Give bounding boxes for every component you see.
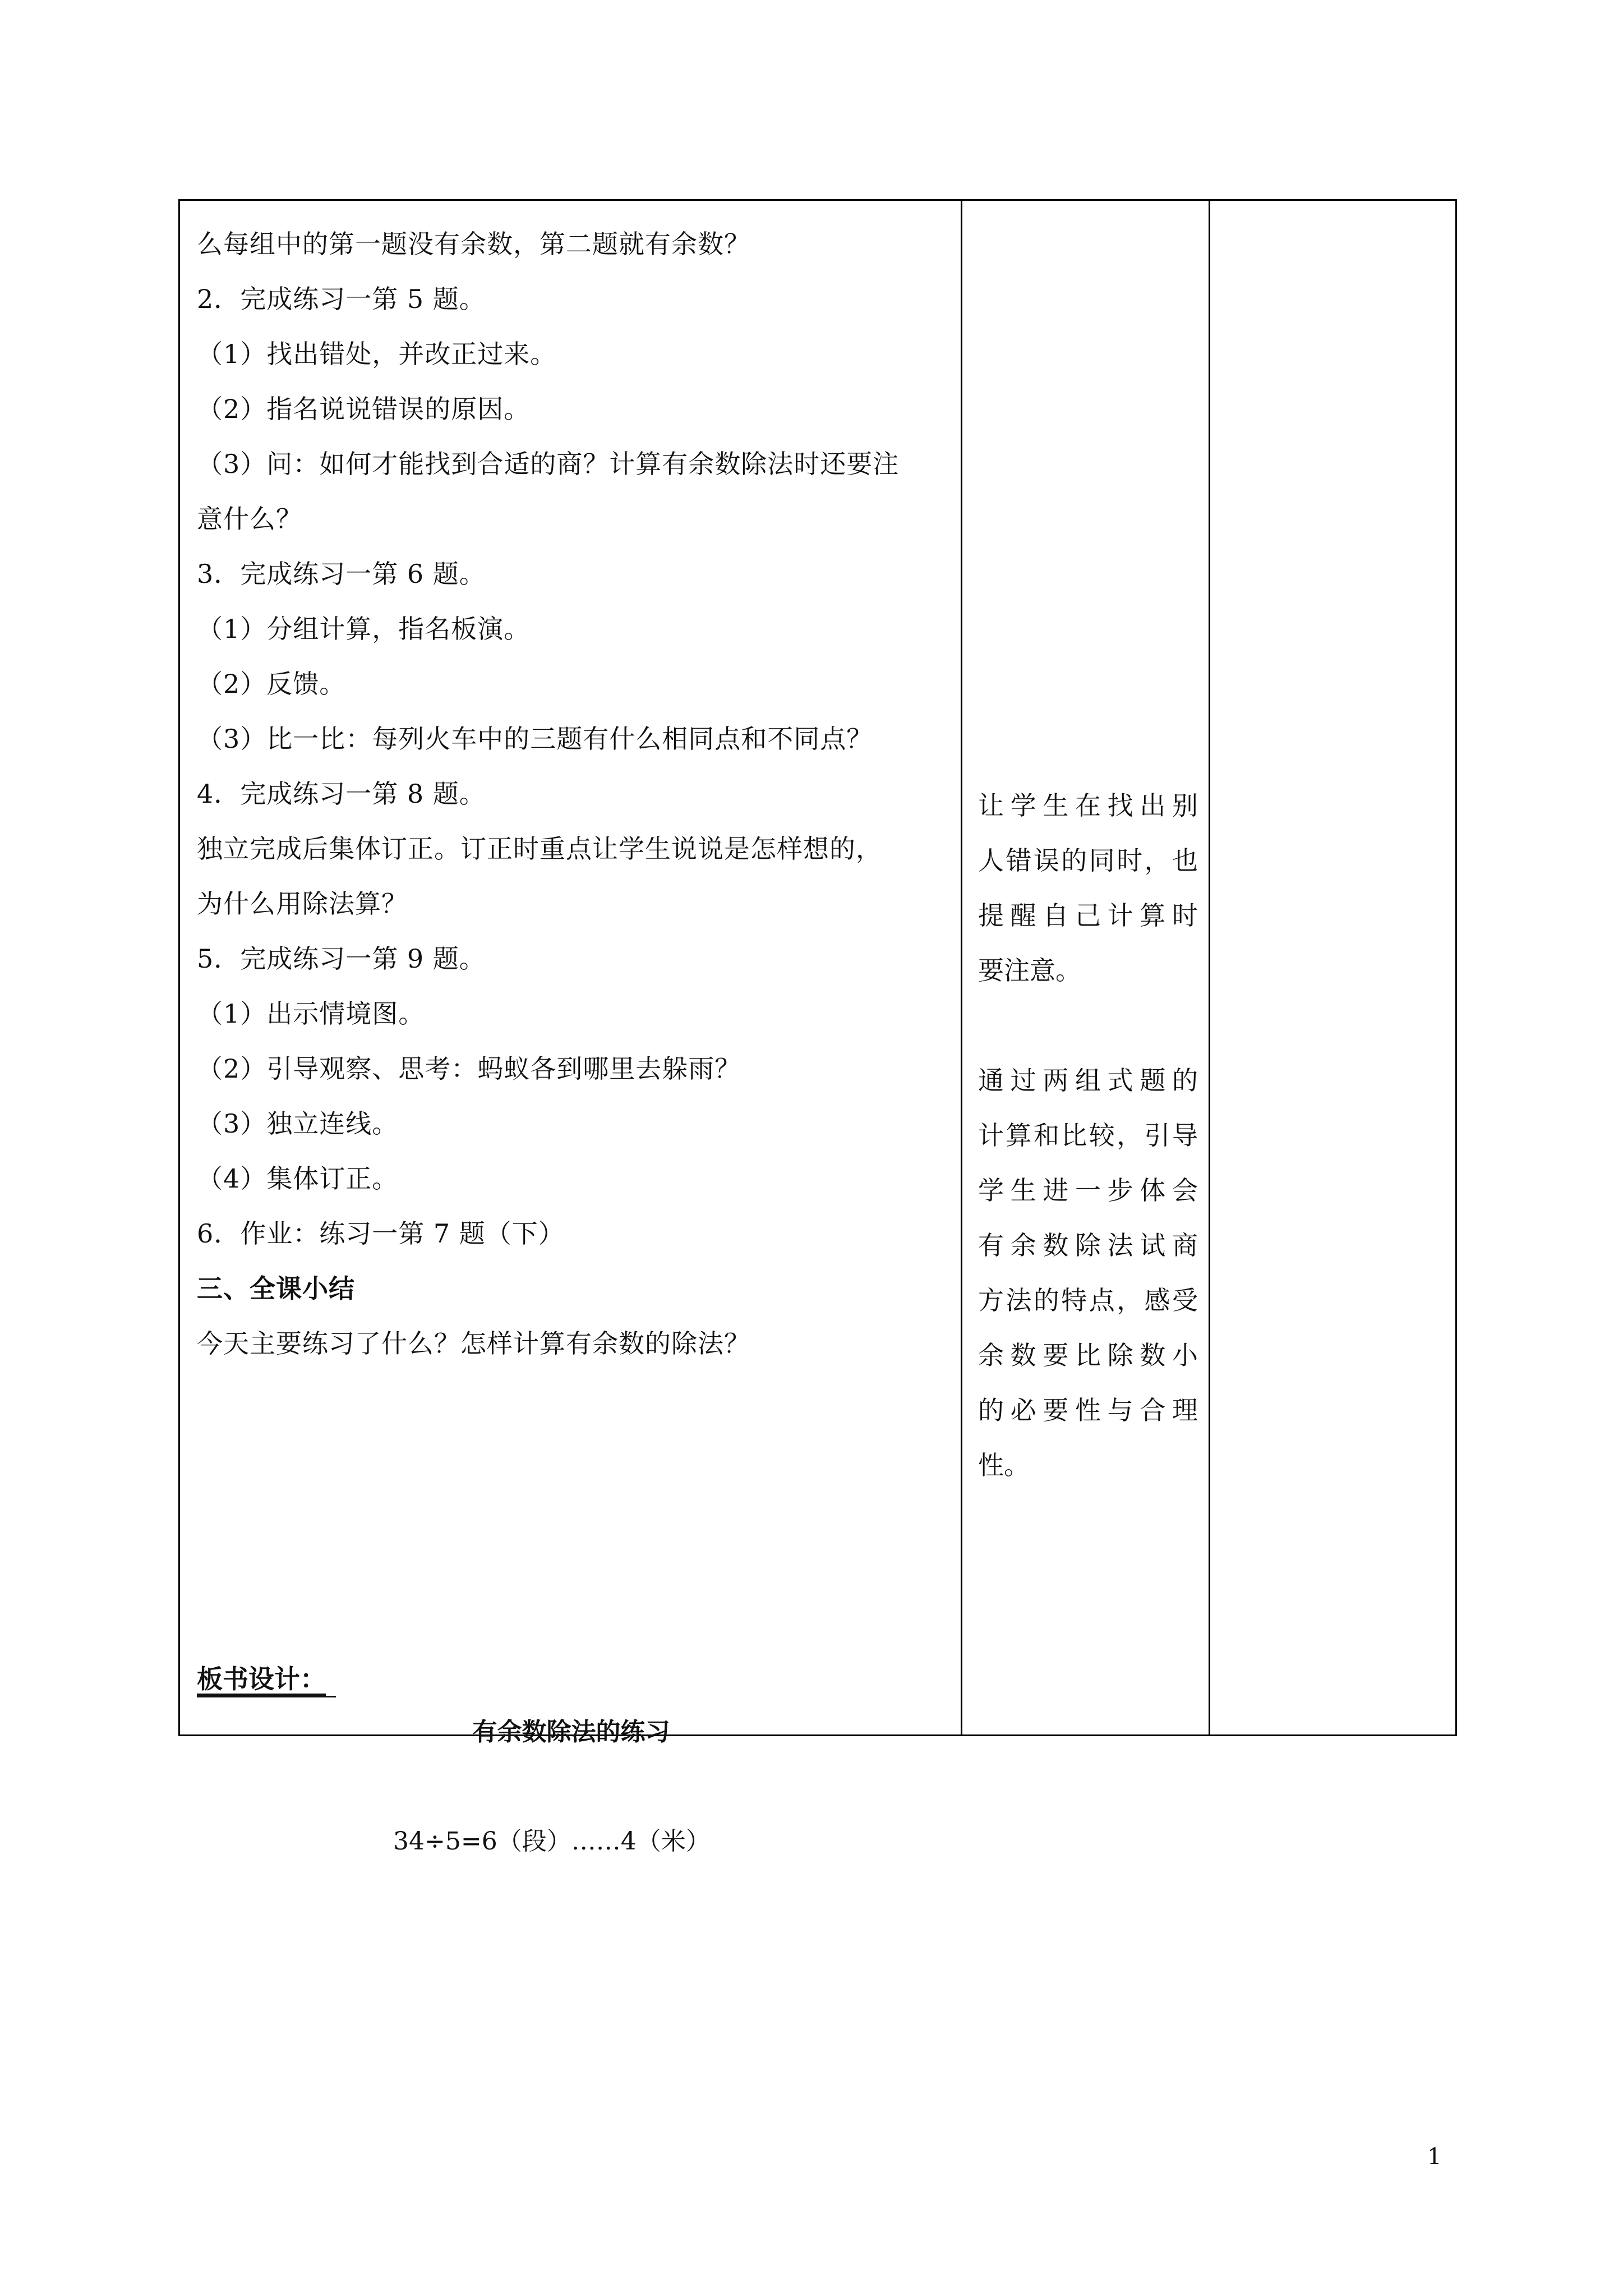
- text-line: 今天主要练习了什么？怎样计算有余数的除法？: [197, 1328, 750, 1359]
- text-line: （1）出示情境图。: [197, 999, 425, 1029]
- design-intent-column: [962, 201, 1210, 1734]
- section-heading: 三、全课小结: [197, 1273, 355, 1304]
- lesson-table: [178, 199, 1457, 1856]
- board-design-equation: 34÷5=6（段）……4（米）: [393, 1827, 711, 1856]
- text-line: （2）指名说说错误的原因。: [197, 394, 531, 424]
- note-line: 人 错 误 的 同 时 ， 也: [978, 845, 1198, 876]
- text-line: （2）引导观察、思考：蚂蚁各到哪里去躲雨？: [197, 1053, 741, 1084]
- text-line: 2．完成练习一第 5 题。: [197, 284, 486, 314]
- text-line: （3）问：如何才能找到合适的商？计算有余数除法时还要注: [197, 449, 900, 479]
- note-line: 的 必 要 性 与 合 理: [978, 1395, 1198, 1425]
- reflection-column: [1210, 201, 1455, 1734]
- text-line: 意什么？: [197, 504, 302, 534]
- text-line: 为什么用除法算？: [197, 889, 408, 919]
- board-design-heading: 板书设计：: [197, 1662, 336, 1697]
- text-line: （1）分组计算，指名板演。: [197, 614, 531, 644]
- note-gap: [978, 998, 1198, 1053]
- text-line: 4．完成练习一第 8 题。: [197, 779, 486, 809]
- note-line: 性。: [978, 1450, 1030, 1480]
- text-line: 独立完成后集体订正。订正时重点让学生说说是怎样想的，: [197, 834, 882, 864]
- note-line: 通 过 两 组 式 题 的: [978, 1065, 1198, 1096]
- note-line: 方 法 的 特 点 ， 感 受: [978, 1285, 1198, 1315]
- note-line: 学 生 进 一 步 体 会: [978, 1175, 1198, 1205]
- text-line: （3）比一比：每列火车中的三题有什么相同点和不同点？: [197, 724, 873, 754]
- design-intent-notes: [978, 778, 1198, 1493]
- note-line: 有 余 数 除 法 试 商: [978, 1230, 1198, 1260]
- text-line: （2）反馈。: [197, 669, 346, 699]
- text-line: 6．作业：练习一第 7 题（下）: [197, 1218, 565, 1249]
- text-line: （3）独立连线。: [197, 1108, 399, 1139]
- note-line: 提 醒 自 己 计 算 时: [978, 900, 1198, 931]
- text-line: 么每组中的第一题没有余数，第二题就有余数？: [197, 229, 750, 259]
- note-line: 让 学 生 在 找 出 别: [978, 790, 1198, 821]
- text-line: 5．完成练习一第 9 题。: [197, 944, 486, 974]
- teaching-process-column: [180, 201, 962, 1856]
- teaching-process-text: [197, 217, 949, 1371]
- text-line: （1）找出错处，并改正过来。: [197, 339, 557, 369]
- board-design-title: 有余数除法的练习: [472, 1718, 670, 1746]
- page-number: 1: [1427, 2144, 1442, 2170]
- design-note-2: [978, 1053, 1198, 1493]
- design-note-1: [978, 778, 1198, 998]
- note-line: 计 算 和 比 较 ， 引 导: [978, 1120, 1198, 1151]
- text-line: （4）集体订正。: [197, 1163, 399, 1194]
- note-line: 余 数 要 比 除 数 小: [978, 1340, 1198, 1370]
- note-line: 要注意。: [978, 955, 1081, 986]
- text-line: 3．完成练习一第 6 题。: [197, 559, 486, 589]
